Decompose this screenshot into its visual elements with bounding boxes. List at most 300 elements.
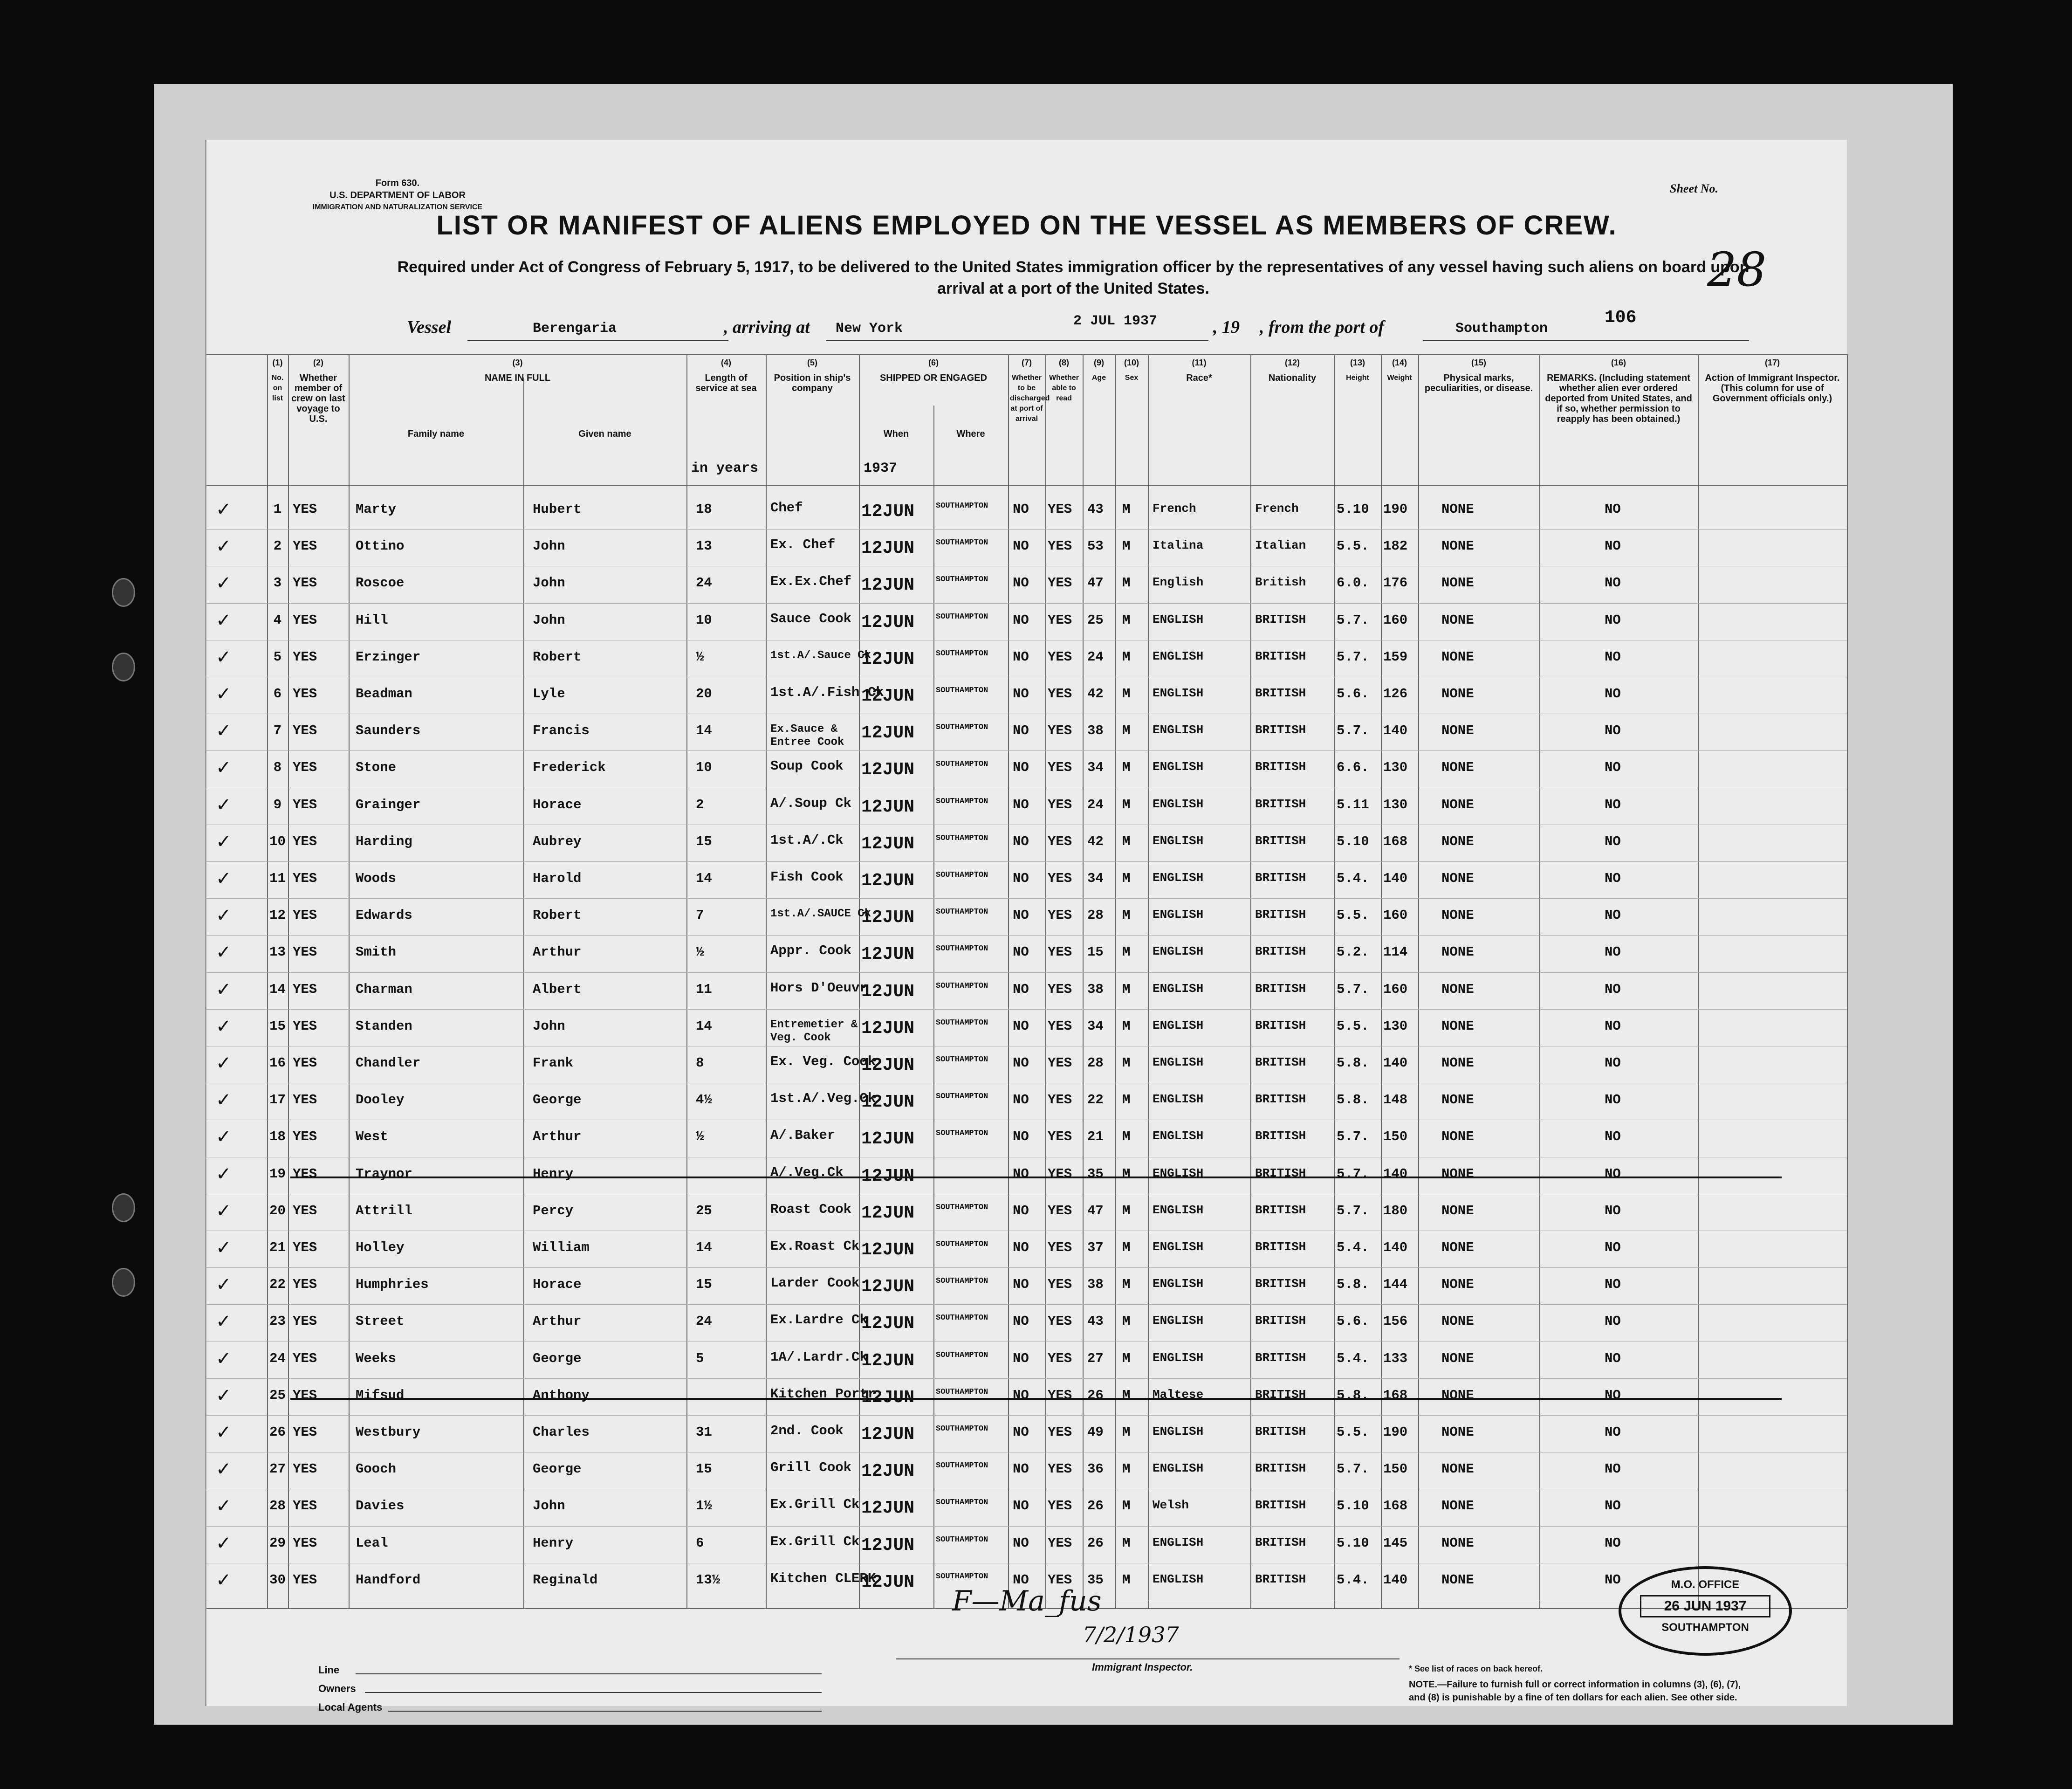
row-number: 14: [269, 981, 286, 997]
column-header: Whether able to read: [1049, 374, 1079, 402]
nationality: BRITISH: [1255, 723, 1306, 737]
shipped-where: SOUTHAMPTON: [936, 833, 988, 843]
race: ENGLISH: [1153, 1240, 1204, 1254]
discharge: NO: [1013, 575, 1029, 591]
remarks: NO: [1605, 871, 1621, 886]
height: 5.5.: [1337, 908, 1369, 923]
prev-voyage: YES: [293, 1498, 317, 1514]
weight: 182: [1383, 538, 1408, 554]
check-icon: ✓: [216, 1015, 232, 1037]
service-years: 13½: [696, 1572, 720, 1588]
nationality: French: [1255, 502, 1299, 516]
physical-marks: NONE: [1441, 538, 1474, 554]
family-name: Hill: [356, 612, 388, 628]
prev-voyage: YES: [293, 1277, 317, 1293]
position: Fish Cook: [770, 869, 844, 885]
height: 5.5.: [1337, 538, 1369, 554]
given-name: William: [533, 1240, 590, 1255]
able-to-read: YES: [1048, 1018, 1072, 1034]
row-number: 10: [269, 833, 286, 849]
footer-owners-label: Owners: [318, 1683, 356, 1694]
position: A/.Soup Ck: [770, 795, 852, 811]
shipped-when: 12JUN: [861, 1129, 915, 1149]
given-name: Percy: [533, 1203, 574, 1218]
height: 5.8.: [1337, 1387, 1369, 1403]
given-name: John: [533, 1498, 565, 1514]
service-years: 15: [696, 833, 712, 849]
column-header: SHIPPED OR ENGAGED: [879, 373, 988, 383]
page-number: 28: [1707, 242, 1767, 297]
prev-voyage: YES: [293, 1424, 317, 1440]
given-name: Arthur: [533, 944, 582, 960]
shipped-when: 12JUN: [861, 908, 915, 928]
weight: 140: [1383, 1166, 1408, 1182]
nationality: BRITISH: [1255, 1572, 1306, 1586]
given-name: Horace: [533, 797, 582, 812]
page-title: LIST OR MANIFEST OF ALIENS EMPLOYED ON THE VESSEL AS MEMBERS OF CREW.: [436, 210, 1617, 241]
check-icon: ✓: [216, 1274, 232, 1296]
shipped-when: 12JUN: [861, 1387, 915, 1408]
check-icon: ✓: [216, 1089, 232, 1111]
remarks: NO: [1605, 908, 1621, 923]
check-icon: ✓: [216, 1237, 232, 1259]
given-name: Robert: [533, 649, 582, 665]
given-name: Henry: [533, 1535, 574, 1551]
weight: 130: [1383, 760, 1408, 776]
weight: 130: [1383, 1018, 1408, 1034]
age: 28: [1087, 908, 1104, 923]
row-number: 24: [269, 1350, 286, 1366]
weight: 140: [1383, 871, 1408, 886]
shipped-where: SOUTHAMPTON: [936, 1055, 988, 1064]
remarks: NO: [1605, 1535, 1621, 1551]
family-name: Charman: [356, 981, 412, 997]
height: 5.10: [1337, 502, 1369, 517]
family-name: West: [356, 1129, 388, 1145]
shipped-where: SOUTHAMPTON: [936, 1424, 988, 1433]
nationality: BRITISH: [1255, 871, 1306, 885]
discharge: NO: [1013, 1240, 1029, 1255]
remarks: NO: [1605, 538, 1621, 554]
given-name: Arthur: [533, 1129, 582, 1145]
row-number: 2: [273, 538, 282, 554]
sex: M: [1122, 502, 1131, 517]
remarks: NO: [1605, 1055, 1621, 1071]
given-name: John: [533, 538, 565, 554]
weight: 114: [1383, 944, 1408, 960]
service-years: 11: [696, 981, 712, 997]
family-name: Standen: [356, 1018, 412, 1034]
physical-marks: NONE: [1441, 1350, 1474, 1366]
nationality: BRITISH: [1255, 1498, 1306, 1513]
service-years: 13: [696, 538, 712, 554]
discharge: NO: [1013, 1166, 1029, 1182]
height: 5.7.: [1337, 723, 1369, 739]
age: 35: [1087, 1166, 1104, 1182]
discharge: NO: [1013, 981, 1029, 997]
column-header: Position in ship's company: [774, 373, 851, 393]
column-header: Height: [1346, 374, 1369, 382]
remarks: NO: [1605, 1203, 1621, 1218]
prev-voyage: YES: [293, 908, 317, 923]
family-name: Erzinger: [356, 649, 421, 665]
nationality: BRITISH: [1255, 1092, 1306, 1107]
height: 5.8.: [1337, 1092, 1369, 1108]
service-years: ½: [696, 649, 704, 665]
shipped-where: SOUTHAMPTON: [936, 723, 988, 732]
column-note: 1937: [864, 461, 898, 476]
position: Ex.Grill Ck: [770, 1534, 860, 1549]
column-number: (6): [928, 358, 939, 367]
height: 5.11: [1337, 797, 1369, 812]
sex: M: [1122, 1535, 1131, 1551]
able-to-read: YES: [1048, 797, 1072, 812]
nationality: BRITISH: [1255, 1387, 1306, 1402]
shipped-when: 12JUN: [861, 797, 915, 817]
prev-voyage: YES: [293, 1203, 317, 1218]
age: 28: [1087, 1055, 1104, 1071]
sex: M: [1122, 1350, 1131, 1366]
position: Entremetier & Veg. Cook: [770, 1018, 858, 1044]
age: 35: [1087, 1572, 1104, 1588]
family-name: Humphries: [356, 1277, 429, 1293]
weight: 180: [1383, 1203, 1408, 1218]
column-number: (10): [1124, 358, 1139, 367]
check-icon: ✓: [216, 1459, 232, 1480]
shipped-when: 12JUN: [861, 1461, 915, 1482]
service-years: 24: [696, 1314, 712, 1329]
stamp-top: M.O. OFFICE: [1671, 1578, 1740, 1591]
position: Soup Cook: [770, 758, 844, 774]
weight: 140: [1383, 723, 1408, 739]
physical-marks: NONE: [1441, 1129, 1474, 1145]
prev-voyage: YES: [293, 871, 317, 886]
weight: 159: [1383, 649, 1408, 665]
footer-line-label: Line: [318, 1664, 340, 1676]
race: ENGLISH: [1153, 871, 1204, 885]
given-name: Charles: [533, 1424, 590, 1440]
physical-marks: NONE: [1441, 1461, 1474, 1477]
check-icon: ✓: [216, 942, 232, 963]
family-name: Leal: [356, 1535, 388, 1551]
nationality: BRITISH: [1255, 908, 1306, 922]
able-to-read: YES: [1048, 723, 1072, 739]
remarks: NO: [1605, 612, 1621, 628]
weight: 168: [1383, 1387, 1408, 1403]
column-header: REMARKS. (Including statement whether alien ever ordered deported from United States, and if so, whether permission to reapply has been obtained.): [1545, 373, 1692, 424]
prev-voyage: YES: [293, 981, 317, 997]
row-number: 1: [273, 502, 282, 517]
sheet-number-label: Sheet No.: [1670, 182, 1718, 195]
age: 15: [1087, 944, 1104, 960]
age: 34: [1087, 871, 1104, 886]
height: 5.7.: [1337, 981, 1369, 997]
age: 25: [1087, 612, 1104, 628]
race: ENGLISH: [1153, 1572, 1204, 1586]
service-years: ½: [696, 944, 704, 960]
able-to-read: YES: [1048, 502, 1072, 517]
shipped-where: SOUTHAMPTON: [936, 538, 988, 548]
check-icon: ✓: [216, 1311, 232, 1333]
family-name: Handford: [356, 1572, 421, 1588]
race: ENGLISH: [1153, 1461, 1204, 1476]
punch-hole: [112, 1268, 135, 1297]
prev-voyage: YES: [293, 1572, 317, 1588]
shipped-where: SOUTHAMPTON: [936, 1203, 988, 1212]
able-to-read: YES: [1048, 833, 1072, 849]
race: ENGLISH: [1153, 1055, 1204, 1069]
family-name: Grainger: [356, 797, 421, 812]
weight: 130: [1383, 797, 1408, 812]
height: 5.7.: [1337, 649, 1369, 665]
weight: 148: [1383, 1092, 1408, 1108]
age: 43: [1087, 1314, 1104, 1329]
family-name: Harding: [356, 833, 412, 849]
sex: M: [1122, 723, 1131, 739]
shipped-when: 12JUN: [861, 1424, 915, 1445]
height: 5.5.: [1337, 1424, 1369, 1440]
subcolumn-header: Given name: [578, 429, 631, 439]
discharge: NO: [1013, 723, 1029, 739]
height: 5.6.: [1337, 1314, 1369, 1329]
discharge: NO: [1013, 1203, 1029, 1218]
height: 5.5.: [1337, 1018, 1369, 1034]
strike-line: [290, 1177, 1782, 1178]
weight: 190: [1383, 1424, 1408, 1440]
able-to-read: YES: [1048, 981, 1072, 997]
height: 5.10: [1337, 1535, 1369, 1551]
given-name: Henry: [533, 1166, 574, 1182]
shipped-when: 12JUN: [861, 612, 915, 633]
shipped-when: 12JUN: [861, 1055, 915, 1075]
shipped-when: 12JUN: [861, 871, 915, 891]
family-name: Smith: [356, 944, 397, 960]
family-name: Traynor: [356, 1166, 412, 1182]
check-icon: ✓: [216, 1532, 232, 1554]
shipped-when: 12JUN: [861, 833, 915, 854]
family-name: Marty: [356, 502, 397, 517]
discharge: NO: [1013, 538, 1029, 554]
position: Ex.Grill Ck: [770, 1497, 860, 1513]
check-icon: ✓: [216, 831, 232, 853]
shipped-when: 12JUN: [861, 1572, 915, 1592]
row-number: 16: [269, 1055, 286, 1071]
shipped-where: SOUTHAMPTON: [936, 1129, 988, 1138]
weight: 140: [1383, 1055, 1408, 1071]
penalty-note: NOTE.—Failure to furnish full or correct information in columns (3), (6), (7), and (8) is punishable by a fine of ten dollars for each alien. See other side.: [1409, 1679, 1741, 1703]
check-icon: ✓: [216, 720, 232, 742]
family-name: Holley: [356, 1240, 405, 1255]
race: ENGLISH: [1153, 1092, 1204, 1107]
remarks: NO: [1605, 944, 1621, 960]
column-header: Race*: [1186, 373, 1212, 383]
race: ENGLISH: [1153, 1129, 1204, 1143]
given-name: Frank: [533, 1055, 574, 1071]
column-number: (4): [721, 358, 731, 367]
nationality: BRITISH: [1255, 981, 1306, 996]
race: ENGLISH: [1153, 1166, 1204, 1180]
position: Grill Cook: [770, 1460, 852, 1476]
age: 26: [1087, 1535, 1104, 1551]
given-name: Horace: [533, 1277, 582, 1293]
prev-voyage: YES: [293, 1055, 317, 1071]
prev-voyage: YES: [293, 1387, 317, 1403]
race: ENGLISH: [1153, 760, 1204, 774]
service-years: 14: [696, 1018, 712, 1034]
race: ENGLISH: [1153, 1535, 1204, 1549]
prev-voyage: YES: [293, 1461, 317, 1477]
punch-hole: [112, 1193, 135, 1222]
discharge: NO: [1013, 1535, 1029, 1551]
check-icon: ✓: [216, 1053, 232, 1074]
manifest-page: [205, 140, 1847, 1713]
prev-voyage: YES: [293, 575, 317, 591]
column-header: Length of service at sea: [695, 373, 757, 393]
nationality: BRITISH: [1255, 1461, 1306, 1476]
shipped-when: 12JUN: [861, 686, 915, 706]
physical-marks: NONE: [1441, 1203, 1474, 1218]
service-years: 15: [696, 1277, 712, 1293]
service-years: 10: [696, 612, 712, 628]
height: 5.7.: [1337, 612, 1369, 628]
height: 5.2.: [1337, 944, 1369, 960]
height: 5.7.: [1337, 1461, 1369, 1477]
family-name: Gooch: [356, 1461, 397, 1477]
family-name: Stone: [356, 760, 397, 776]
column-number: (13): [1350, 358, 1365, 367]
shipped-where: SOUTHAMPTON: [936, 1461, 988, 1471]
given-name: Reginald: [533, 1572, 598, 1588]
column-number: (14): [1392, 358, 1407, 367]
inspector-signature: F—Ma_fus: [952, 1585, 1102, 1617]
punch-hole: [112, 578, 135, 607]
physical-marks: NONE: [1441, 1387, 1474, 1403]
remarks: NO: [1605, 1166, 1621, 1182]
remarks: NO: [1605, 1314, 1621, 1329]
service-years: 14: [696, 723, 712, 739]
height: 5.10: [1337, 1498, 1369, 1514]
sex: M: [1122, 944, 1131, 960]
race: ENGLISH: [1153, 1277, 1204, 1291]
shipped-when: 12JUN: [861, 649, 915, 669]
form-number: Form 630.: [375, 178, 420, 188]
age: 47: [1087, 575, 1104, 591]
row-number: 21: [269, 1240, 286, 1255]
able-to-read: YES: [1048, 1535, 1072, 1551]
column-header: Whether to be discharged at port of arrival: [1010, 374, 1050, 423]
able-to-read: YES: [1048, 871, 1072, 886]
position: A/.Veg.Ck: [770, 1164, 844, 1180]
discharge: NO: [1013, 502, 1029, 517]
column-number: (8): [1059, 358, 1069, 367]
shipped-when: 12JUN: [861, 723, 915, 743]
prev-voyage: YES: [293, 723, 317, 739]
age: 26: [1087, 1498, 1104, 1514]
physical-marks: NONE: [1441, 575, 1474, 591]
age: 21: [1087, 1129, 1104, 1145]
column-number: (11): [1192, 358, 1207, 367]
races-note: * See list of races on back hereof.: [1409, 1664, 1543, 1673]
weight: 168: [1383, 833, 1408, 849]
prev-voyage: YES: [293, 686, 317, 702]
race: Welsh: [1153, 1498, 1189, 1513]
given-name: Robert: [533, 908, 582, 923]
row-number: 30: [269, 1572, 286, 1588]
check-icon: ✓: [216, 499, 232, 520]
prev-voyage: YES: [293, 944, 317, 960]
age: 43: [1087, 502, 1104, 517]
nationality: BRITISH: [1255, 760, 1306, 774]
physical-marks: NONE: [1441, 981, 1474, 997]
sex: M: [1122, 797, 1131, 812]
check-icon: ✓: [216, 1569, 232, 1591]
height: 5.7.: [1337, 1203, 1369, 1218]
given-name: Francis: [533, 723, 590, 739]
check-icon: ✓: [216, 757, 232, 779]
able-to-read: YES: [1048, 612, 1072, 628]
shipped-where: SOUTHAMPTON: [936, 908, 988, 917]
row-number: 25: [269, 1387, 286, 1403]
check-icon: ✓: [216, 978, 232, 1000]
sex: M: [1122, 1314, 1131, 1329]
family-name: Ottino: [356, 538, 405, 554]
column-header: Nationality: [1268, 373, 1317, 383]
column-number: (9): [1094, 358, 1104, 367]
race: ENGLISH: [1153, 686, 1204, 700]
race: ENGLISH: [1153, 1203, 1204, 1217]
able-to-read: YES: [1048, 1166, 1072, 1182]
sex: M: [1122, 871, 1131, 886]
position: 2nd. Cook: [770, 1423, 844, 1438]
weight: 140: [1383, 1572, 1408, 1588]
nationality: Italian: [1255, 538, 1306, 553]
remarks: NO: [1605, 1387, 1621, 1403]
position: Ex.Roast Ck: [770, 1239, 860, 1254]
column-number: (17): [1764, 358, 1780, 367]
physical-marks: NONE: [1441, 908, 1474, 923]
prev-voyage: YES: [293, 797, 317, 812]
shipped-where: SOUTHAMPTON: [936, 981, 988, 991]
discharge: NO: [1013, 1277, 1029, 1293]
shipped-when: 12JUN: [861, 502, 915, 522]
family-name: Davies: [356, 1498, 405, 1514]
shipped-where: SOUTHAMPTON: [936, 944, 988, 954]
punch-hole: [112, 653, 135, 681]
prev-voyage: YES: [293, 502, 317, 517]
arriving-port: New York: [836, 321, 903, 337]
sex: M: [1122, 538, 1131, 554]
row-number: 26: [269, 1424, 286, 1440]
age: 42: [1087, 833, 1104, 849]
stamp-date: 26 JUN 1937: [1640, 1595, 1770, 1617]
physical-marks: NONE: [1441, 502, 1474, 517]
service-years: 5: [696, 1350, 704, 1366]
nationality: BRITISH: [1255, 1535, 1306, 1549]
given-name: Aubrey: [533, 833, 582, 849]
race: ENGLISH: [1153, 944, 1204, 959]
shipped-when: 12JUN: [861, 1166, 915, 1186]
able-to-read: YES: [1048, 760, 1072, 776]
able-to-read: YES: [1048, 1572, 1072, 1588]
service-years: 24: [696, 575, 712, 591]
nationality: BRITISH: [1255, 1018, 1306, 1032]
row-number: 7: [273, 723, 282, 739]
physical-marks: NONE: [1441, 1166, 1474, 1182]
row-number: 5: [273, 649, 282, 665]
service-years: 20: [696, 686, 712, 702]
remarks: NO: [1605, 797, 1621, 812]
shipped-when: 12JUN: [861, 1350, 915, 1371]
